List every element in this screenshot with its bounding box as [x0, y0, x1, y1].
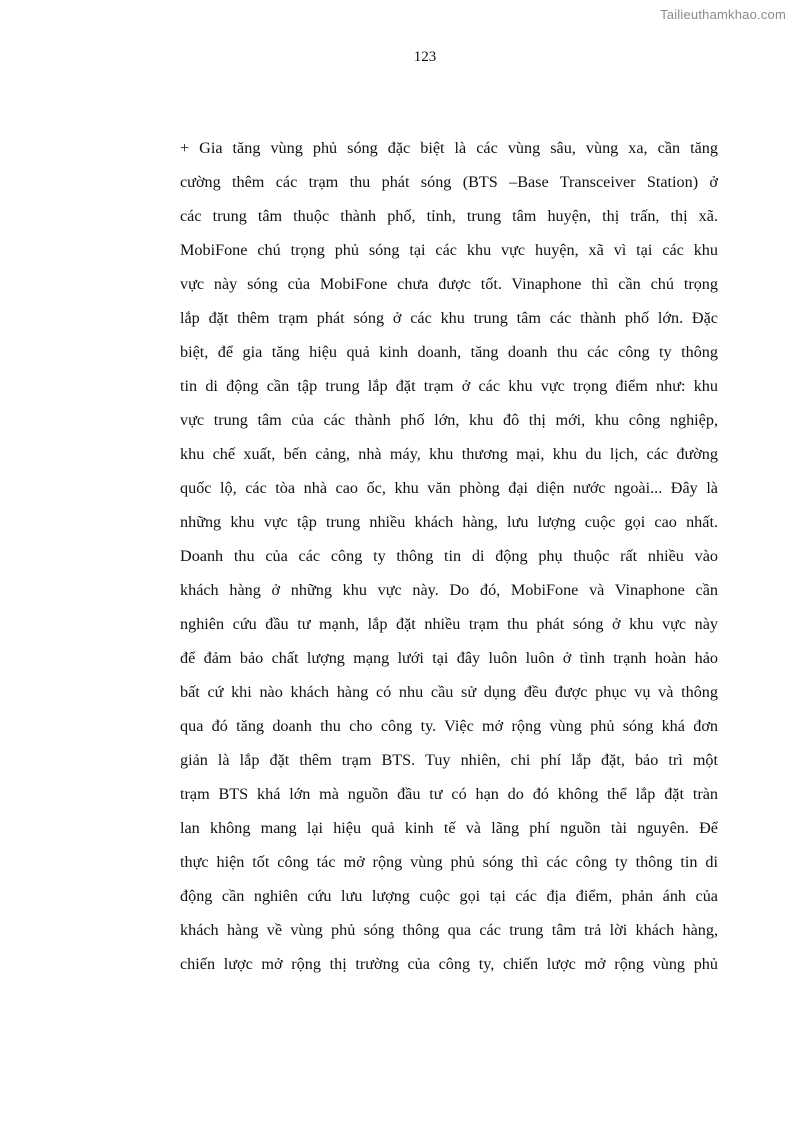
- text-line: cường thêm các trạm thu phát sóng (BTS –Base Transceiver Station) ở: [180, 173, 718, 191]
- watermark-text: Tailieuthamkhao.com: [660, 7, 786, 22]
- text-line: chiến lược mở rộng thị trường của công ty, chiến lược mở rộng vùng phủ: [180, 955, 718, 973]
- text-line: lắp đặt thêm trạm phát sóng ở các khu trung tâm các thành phố lớn. Đặc: [180, 309, 718, 327]
- text-line: qua đó tăng doanh thu cho công ty. Việc mở rộng vùng phủ sóng khá đơn: [180, 717, 718, 735]
- text-line: trạm BTS khá lớn mà nguồn đầu tư có hạn do đó không thể lắp đặt tràn: [180, 785, 718, 803]
- text-line: bất cứ khi nào khách hàng có nhu cầu sử dụng đều được phục vụ và thông: [180, 683, 718, 701]
- text-line: để đảm bảo chất lượng mạng lưới tại đây luôn luôn ở tình trạnh hoàn hảo: [180, 649, 718, 667]
- text-line: những khu vực tập trung nhiều khách hàng, lưu lượng cuộc gọi cao nhất.: [180, 513, 718, 531]
- page-number: 123: [413, 49, 437, 65]
- text-line: quốc lộ, các tòa nhà cao ốc, khu văn phòng đại diện nước ngoài... Đây là: [180, 479, 718, 497]
- text-line: MobiFone chú trọng phủ sóng tại các khu vực huyện, xã vì tại các khu: [180, 241, 718, 259]
- text-line: thực hiện tốt công tác mở rộng vùng phủ sóng thì các công ty thông tin di: [180, 853, 718, 871]
- text-line: vực này sóng của MobiFone chưa được tốt. Vinaphone thì cần chú trọng: [180, 275, 718, 293]
- body-paragraph: [180, 131, 718, 981]
- text-line: các trung tâm thuộc thành phố, tỉnh, trung tâm huyện, thị trấn, thị xã.: [180, 207, 718, 225]
- text-line: giản là lắp đặt thêm trạm BTS. Tuy nhiên, chi phí lắp đặt, bảo trì một: [180, 751, 718, 769]
- text-line: Doanh thu của các công ty thông tin di động phụ thuộc rất nhiều vào: [180, 547, 718, 565]
- text-line: biệt, để gia tăng hiệu quả kinh doanh, tăng doanh thu các công ty thông: [180, 343, 718, 361]
- text-line: khách hàng về vùng phủ sóng thông qua các trung tâm trả lời khách hàng,: [180, 921, 718, 939]
- text-line: + Gia tăng vùng phủ sóng đặc biệt là các vùng sâu, vùng xa, cần tăng: [180, 139, 718, 157]
- text-line: tin di động cần tập trung lắp đặt trạm ở các khu vực trọng điểm như: khu: [180, 377, 718, 395]
- text-line: lan không mang lại hiệu quả kinh tế và lãng phí nguồn tài nguyên. Để: [180, 819, 718, 837]
- text-line: khu chế xuất, bến cảng, nhà máy, khu thương mại, khu du lịch, các đường: [180, 445, 718, 463]
- text-line: khách hàng ở những khu vực này. Do đó, MobiFone và Vinaphone cần: [180, 581, 718, 599]
- text-line: động cần nghiên cứu lưu lượng cuộc gọi tại các địa điểm, phản ánh của: [180, 887, 718, 905]
- text-line: nghiên cứu đầu tư mạnh, lắp đặt nhiều trạm thu phát sóng ở khu vực này: [180, 615, 718, 633]
- text-line: vực trung tâm của các thành phố lớn, khu đô thị mới, khu công nghiệp,: [180, 411, 718, 429]
